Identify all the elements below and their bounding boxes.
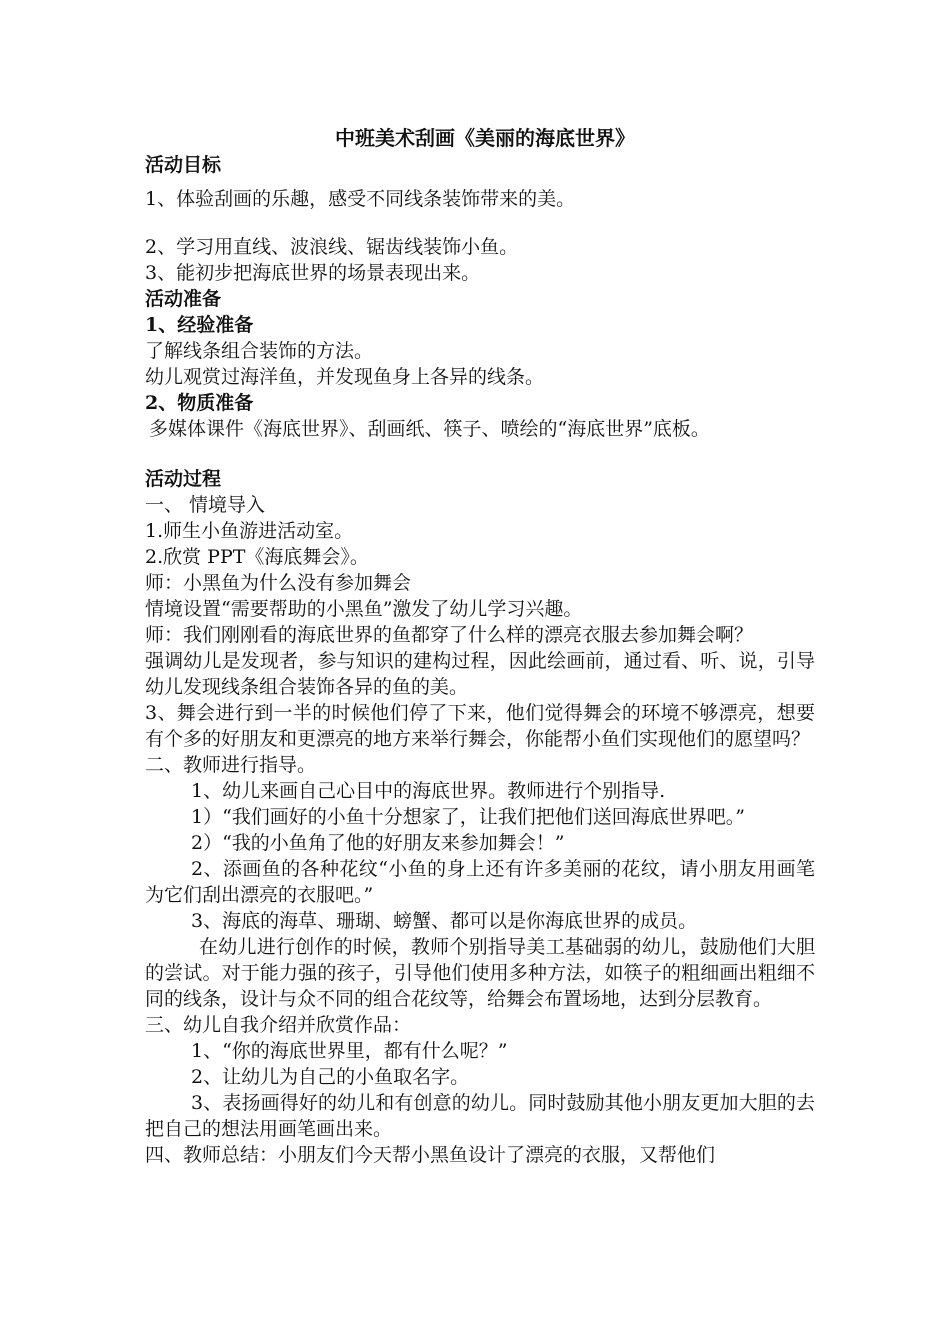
materials-item: 多媒体课件《海底世界》、刮画纸、筷子、喷绘的“海底世界”底板。 xyxy=(149,418,710,440)
process-paragraph: 3、舞会进行到一半的时候他们停了下来，他们觉得舞会的环境不够漂亮，想要有个多的好朋友和更漂亮的地方来举行舞会，你能帮小鱼们实现他们的愿望吗？ xyxy=(145,702,815,750)
sharing-item: 2、让幼儿为自己的小鱼取名字。 xyxy=(191,1066,470,1088)
goal-item: 3、能初步把海底世界的场景表现出来。 xyxy=(145,262,481,284)
process-paragraph: 强调幼儿是发现者，参与知识的建构过程，因此绘画前，通过看、听、说，引导幼儿发现线条组合装饰各异的鱼的美。 xyxy=(145,650,815,698)
prep-item: 幼儿观赏过海洋鱼，并发现鱼身上各异的线条。 xyxy=(145,366,545,388)
document-title: 中班美术刮画《美丽的海底世界》 xyxy=(335,126,635,150)
guidance-item: 2、添画鱼的各种花纹“小鱼的身上还有许多美丽的花纹，请小朋友用画笔为它们刮出漂亮的衣服吧。” xyxy=(145,858,815,906)
goal-item: 1、体验刮画的乐趣，感受不同线条装饰带来的美。 xyxy=(145,188,576,210)
sharing-item: 1、“你的海底世界里，都有什么呢？” xyxy=(191,1040,508,1062)
process-paragraph: 二、教师进行指导。 xyxy=(145,754,317,776)
guidance-item: 2）“我的小鱼角了他的好朋友来参加舞会！” xyxy=(191,832,565,854)
section-heading-prep: 活动准备 xyxy=(145,288,222,310)
process-paragraph: 1.师生小鱼游进活动室。 xyxy=(145,520,354,542)
sharing-item: 3、表扬画得好的幼儿和有创意的幼儿。同时鼓励其他小朋友更加大胆的去把自己的想法用画笔画出来。 xyxy=(145,1092,815,1140)
goal-item: 2、学习用直线、波浪线、锯齿线装饰小鱼。 xyxy=(145,236,519,258)
section-heading-process: 活动过程 xyxy=(145,468,222,490)
prep-item: 了解线条组合装饰的方法。 xyxy=(145,340,374,362)
process-paragraph: 2.欣赏 PPT《海底舞会》。 xyxy=(145,546,369,568)
guidance-item: 1）“我们画好的小鱼十分想家了，让我们把他们送回海底世界吧。” xyxy=(191,806,746,828)
guidance-item: 3、海底的海草、珊瑚、螃蟹、都可以是你海底世界的成员。 xyxy=(191,910,698,932)
section-heading-goals: 活动目标 xyxy=(145,154,222,176)
part-four-paragraph: 四、教师总结：小朋友们今天帮小黑鱼设计了漂亮的衣服，又帮他们 xyxy=(145,1144,716,1166)
process-paragraph: 一、 情境导入 xyxy=(145,494,266,516)
process-paragraph: 师：小黑鱼为什么没有参加舞会 xyxy=(145,572,412,594)
guidance-item: 1、幼儿来画自己心目中的海底世界。教师进行个别指导. xyxy=(191,780,666,802)
part-three-heading: 三、幼儿自我介绍并欣赏作品： xyxy=(145,1014,412,1036)
subheading-experience: 1、经验准备 xyxy=(145,314,254,336)
creative-paragraph: 在幼儿进行创作的时候，教师个别指导美工基础弱的幼儿，鼓励他们大胆的尝试。对于能力强的孩子，引导他们使用多种方法，如筷子的粗细画出粗细不同的线条，设计与众不同的组合花纹等，给舞会布置场地，达到分层教育。 xyxy=(145,936,815,1010)
process-paragraph: 师：我们刚刚看的海底世界的鱼都穿了什么样的漂亮衣服去参加舞会啊？ xyxy=(145,624,754,646)
document-body xyxy=(145,124,815,1168)
subheading-materials: 2、物质准备 xyxy=(145,392,254,414)
process-paragraph: 情境设置“需要帮助的小黑鱼”激发了幼儿学习兴趣。 xyxy=(145,598,583,620)
